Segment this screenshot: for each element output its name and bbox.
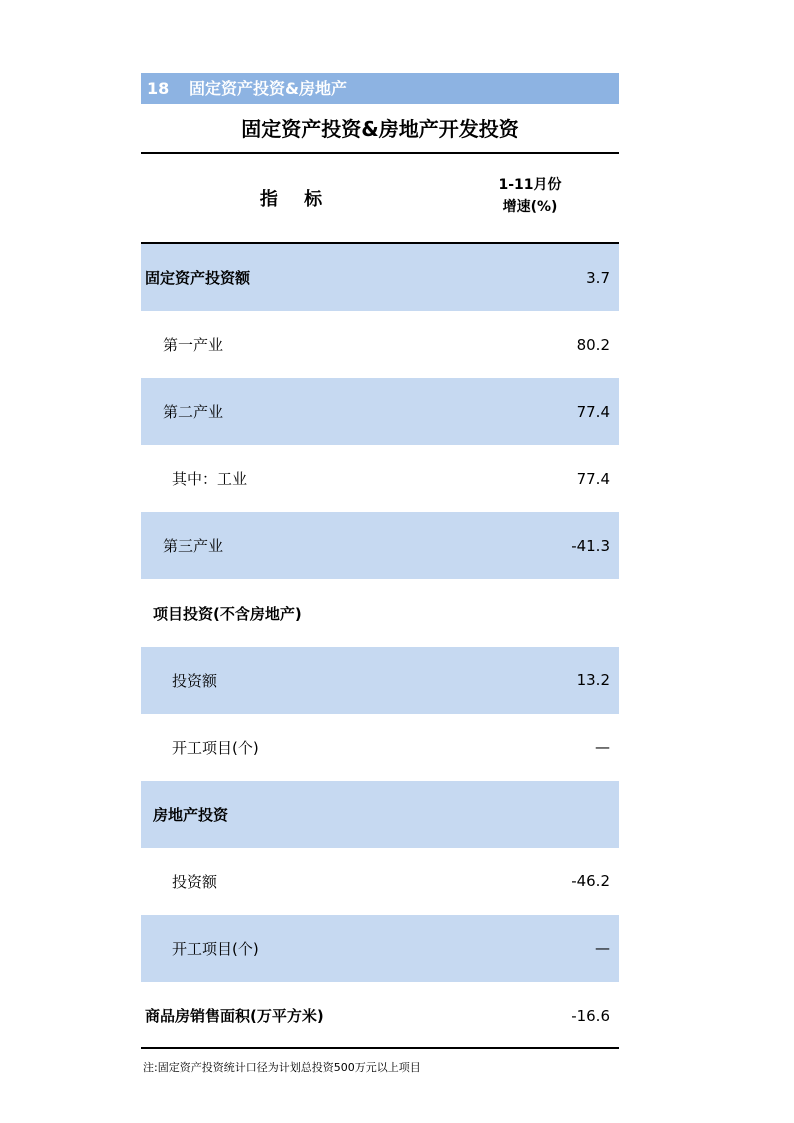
row-label: 第一产业	[163, 336, 224, 355]
table-row	[141, 445, 619, 512]
row-value: -46.2	[571, 872, 610, 891]
row-label: 固定资产投资额	[145, 269, 251, 288]
period-label: 1-11月份	[498, 177, 562, 193]
row-value: 77.4	[576, 469, 610, 488]
row-value: 3.7	[586, 268, 610, 287]
growth-rate-label: 增速(%)	[502, 199, 558, 215]
table-row	[141, 848, 619, 915]
row-value: 13.2	[576, 671, 610, 690]
row-label: 投资额	[172, 671, 218, 690]
period-column-header	[470, 174, 590, 218]
section-title: 固定资产投资&房地产	[189, 79, 347, 98]
row-value: —	[595, 939, 610, 958]
row-label: 第三产业	[163, 537, 224, 556]
table-bottom-rule	[141, 1047, 619, 1049]
section-number: 18	[147, 79, 170, 98]
table-row	[141, 982, 619, 1049]
table-row	[141, 579, 619, 646]
table-row	[141, 244, 619, 311]
table-row	[141, 647, 619, 714]
table-row	[141, 714, 619, 781]
row-value: 80.2	[576, 335, 610, 354]
row-value: -41.3	[571, 536, 610, 555]
indicator-column-header: 指 标	[259, 189, 333, 210]
row-label: 房地产投资	[153, 805, 229, 824]
table-row	[141, 311, 619, 378]
row-value: -16.6	[571, 1006, 610, 1025]
footnote: 注:固定资产投资统计口径为计划总投资500万元以上项目	[143, 1061, 421, 1074]
table-title: 固定资产投资&房地产开发投资	[241, 117, 519, 141]
row-label: 投资额	[172, 872, 218, 891]
table-row	[141, 378, 619, 445]
row-label: 其中：工业	[172, 470, 248, 489]
section-header-bar	[141, 73, 619, 104]
table-body	[141, 244, 619, 1049]
row-label: 开工项目(个)	[172, 939, 259, 958]
row-value: —	[595, 738, 610, 757]
row-label: 项目投资(不含房地产)	[153, 604, 302, 623]
table-row	[141, 915, 619, 982]
row-value: 77.4	[576, 402, 610, 421]
row-label: 开工项目(个)	[172, 738, 259, 757]
row-label: 第二产业	[163, 403, 224, 422]
table-row	[141, 781, 619, 848]
row-label: 商品房销售面积(万平方米)	[145, 1007, 324, 1026]
table-row	[141, 512, 619, 579]
